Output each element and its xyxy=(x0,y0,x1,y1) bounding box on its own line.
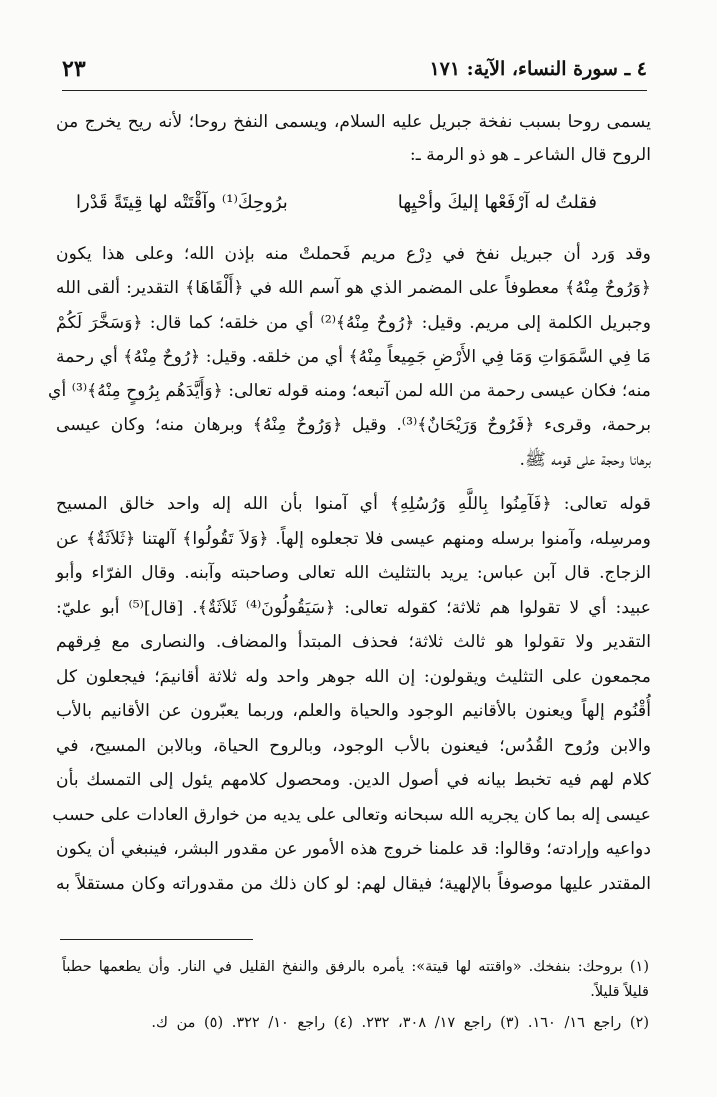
paragraph-1 xyxy=(56,106,651,172)
verse-first-hemistich: فقلتُ له آرْفَعْها إليكَ وأحْيِها xyxy=(397,192,597,213)
paragraph-3 xyxy=(52,487,651,901)
text-line: مجمعون على التثليث ويقولون: إن الله جوهر واحد وله ثلاثة أقانيمَ؛ فيجعلون كل xyxy=(56,666,651,687)
text-line: أُقْنُوم إلهاً ويعنون بالأقانيم الوجود والحياة والعلم، وربما يعبّرون عن الأقانيم بالأب xyxy=(56,701,651,722)
text-line: عيسى إله بما كان يجريه الله سبحانه وتعالى على يديه من خوارق العادات على حسب xyxy=(52,804,651,825)
text-line: عبيد: أي لا تقولوا هم ثلاثة؛ كقوله تعالى: ﴿سَيَقُولُونَ⁽⁴⁾ ثَلاَثَةٌ﴾. [قال]⁽⁵⁾ أبو عليّ: xyxy=(56,597,651,618)
text-line: والابن ورُوح القُدُس؛ فيعنون بالأب الوجود، وبالروح الحياة، وبالابن المسيح، في xyxy=(56,735,651,756)
text-line: ﴿وَرُوحٌ مِنْهُ﴾ معطوفاً على المضمر الذي هو آسم الله في ﴿أَلْقَاهَا﴾ التقدير: ألقى الله xyxy=(56,278,651,299)
text-line: قوله تعالى: ﴿فَآمِنُوا بِاللَّهِ وَرُسُلِهِ﴾ أي آمنوا بأن الله إله واحد خالق المسيح xyxy=(56,494,651,515)
text-line: وقد وَرد أن جبريل نفخ في دِرْع مريم فَحملتْ منه بإذن الله؛ وعلى هذا يكون xyxy=(56,244,651,264)
text-line: التقدير ولا تقولوا هو ثالث ثلاثة؛ فحذف المبتدأ والمضاف. والنصارى مع فِرقهم xyxy=(56,632,651,653)
verse-second-hemistich: برُوحِكَ⁽¹⁾ وآقْتَتْه لها قِيتَةً قَدْرا xyxy=(76,192,288,213)
text-line: برحمة، وقرىء ﴿فَرُوحٌ وَرَيْحَانٌ﴾⁽³⁾. وقيل ﴿وَرُوحٌ مِنْهُ﴾ وبرهان منه؛ وكان عيسى xyxy=(56,415,651,436)
footnote-divider xyxy=(60,939,253,940)
text-line: المقتدر عليها موصوفاً بالإلهية؛ فيقال لهم: لو كان ذلك من مقدوراته وكان مستقلاً به xyxy=(56,873,651,894)
text-line: يسمى روحا بسبب نفخة جبريل عليه السلام، ويسمى النفخ روحا؛ لأنه ريح يخرج من xyxy=(56,112,651,132)
footnote-1: (١) بروحك: بنفخك. «واقتته لها قيتة»: يأمره بالرفق والنفخ القليل في النار. وأن يطعمها حطباً xyxy=(62,959,649,975)
footnotes xyxy=(62,955,649,1036)
page-number: ٢٣ xyxy=(62,56,86,82)
poetry-verse xyxy=(76,192,597,213)
footnote-1-continued: قليلاً قليلاً. xyxy=(590,984,649,1000)
text-line: كلام لهم فيه تخبط بيانه في أصول الدين. ومحصول كلامهم يئول إلى التمسك بأن xyxy=(56,770,651,791)
text-line: دواعيه وإرادته؛ وقالوا: قد علمنا خروج هذه الأمور عن مقدور البشر، فينبغي أن يكون xyxy=(56,839,651,860)
footnote-references: (٢) راجع ١٦/ ١٦٠. (٣) راجع ١٧/ ٣٠٨، ٢٣٢. (٤) راجع ١٠/ ٣٢٢. (٥) من ك. xyxy=(151,1015,649,1031)
paragraph-2 xyxy=(48,237,651,477)
chapter-title: ٤ ـ سورة النساء، الآية: ١٧١ xyxy=(429,58,647,80)
text-line: ومرسِله، وآمنوا برسله ومنهم عيسى فلا تجعلوه إلهاً. ﴿وَلاَ تَقُولُوا﴾ آلهتنا ﴿ثَلاَثَةٌ﴾ عن xyxy=(56,528,651,549)
text-line: وجبريل الكلمة إلى مريم. وقيل: ﴿رُوحٌ مِنْهُ﴾⁽²⁾ أي من خلقه؛ كما قال: ﴿وَسَخَّرَ لَكُمْ xyxy=(56,312,651,333)
running-header xyxy=(62,56,647,91)
text-line: الروح قال الشاعر ـ هو ذو الرمة ـ: xyxy=(409,145,651,165)
text-line: مَا فِي السَّمَوَاتِ وَمَا فِي الأَرْضِ جَمِيعاً مِنْهُ﴾ أي من خلقه. وقيل: ﴿رُوحٌ مِنْهُ﴾ أي رحمة xyxy=(56,346,651,367)
text-line: برهانا وحجة على قومه ﷺ. xyxy=(519,449,651,470)
text-line: منه؛ فكان عيسى رحمة من الله لمن آتبعه؛ ومنه قوله تعالى: ﴿وَأَيَّدَهُم بِرُوحٍ مِنْهُ﴾⁽³⁾ أي xyxy=(48,381,651,402)
text-line: الزجاج. قال آبن عباس: يريد بالتثليث الله تعالى وصاحبته وآبنه. وقال الفرّاء وأبو xyxy=(56,563,651,584)
main-text xyxy=(48,106,651,901)
